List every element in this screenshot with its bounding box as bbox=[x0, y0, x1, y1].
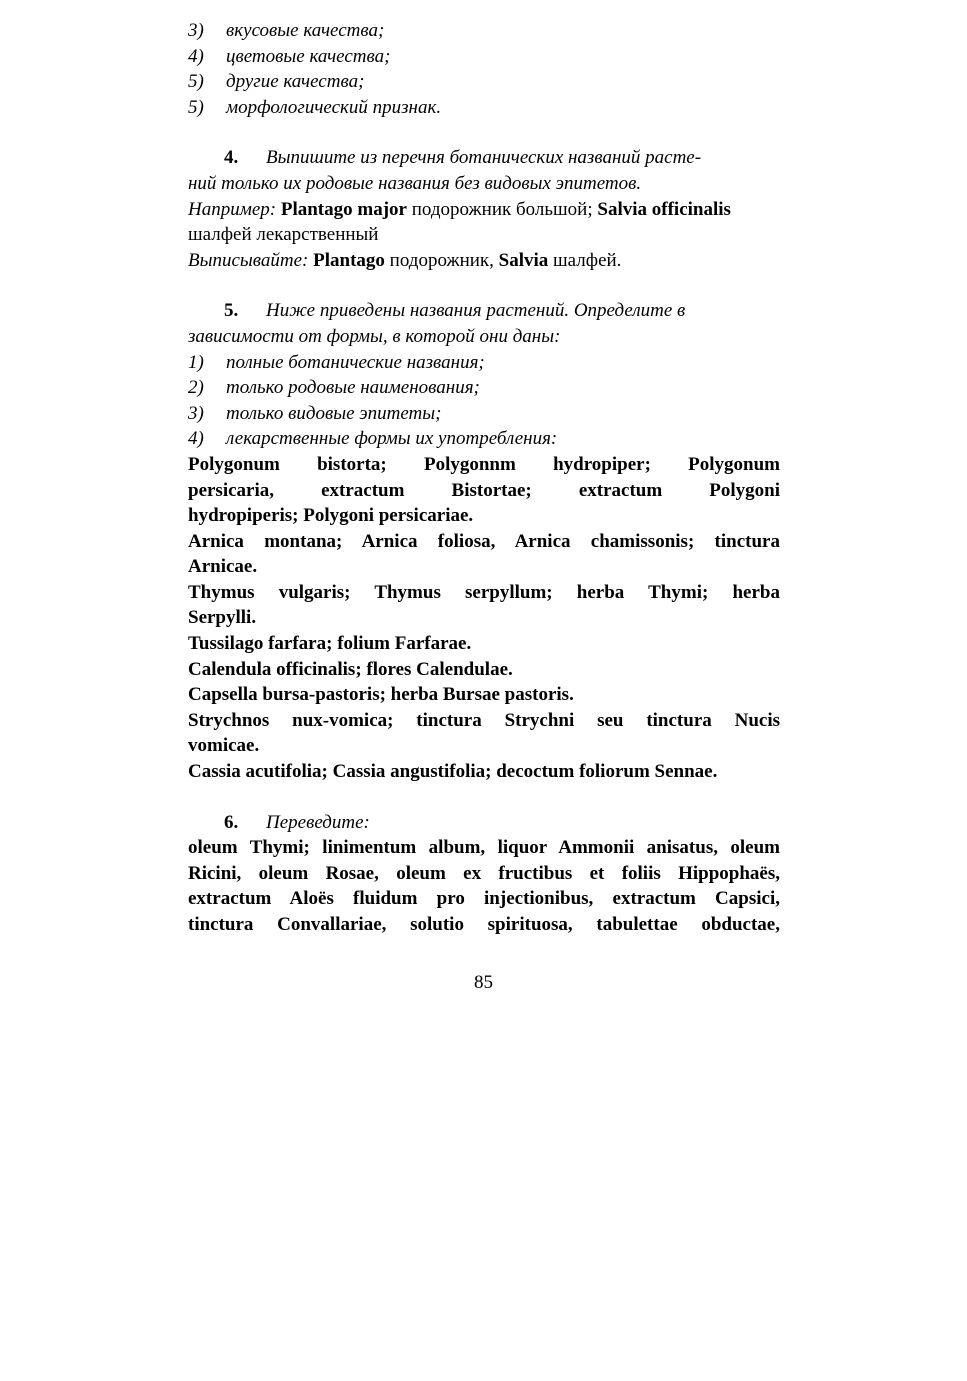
translate-line: tinctura Convallariae, solutio spirituosa, tabulettae obductae, bbox=[188, 914, 780, 935]
plant-names-line: Strychnos nux-vomica; tinctura Strychni seu tinctura Nucis bbox=[188, 709, 780, 731]
page-number: 85 bbox=[474, 972, 493, 993]
list-item: 5) морфологический признак. bbox=[188, 96, 442, 118]
exercise-title: 6. Переведите: bbox=[224, 811, 370, 833]
plant-names-line: Arnica montana; Arnica foliosa, Arnica chamissonis; tinctura bbox=[188, 530, 780, 552]
list-item: 3) только видовые эпитеты; bbox=[188, 402, 442, 424]
translate-line: extractum Aloës fluidum pro injectionibus, extractum Capsici, bbox=[188, 888, 780, 910]
exercise-6 bbox=[188, 810, 780, 938]
exercise-5 bbox=[188, 298, 780, 784]
example-line-cont: шалфей лекарственный bbox=[188, 224, 379, 246]
translate-line: Ricini, oleum Rosae, oleum ex fructibus et foliis Hippophaës, bbox=[188, 862, 780, 884]
exercise-4 bbox=[188, 145, 780, 273]
plant-names-line: persicaria, extractum Bistortae; extractum Polygoni bbox=[188, 479, 780, 501]
list-item: 1) полные ботанические названия; bbox=[188, 351, 485, 373]
write-line: Выписывайте: Plantago подорожник, Salvia шалфей. bbox=[188, 249, 622, 271]
top-list bbox=[188, 18, 780, 120]
plant-names-line: Polygonum bistorta; Polygonnm hydropiper; Polygonum bbox=[188, 453, 780, 475]
plant-names-line: Cassia acutifolia; Cassia angustifolia; decoctum foliorum Sennae. bbox=[188, 761, 718, 783]
example-line: Например: Plantago major подорожник большой; Salvia officinalis bbox=[188, 198, 731, 220]
exercise-title: 5. Ниже приведены названия растений. Определите в bbox=[224, 300, 686, 322]
plant-names-line: Tussilago farfara; folium Farfarae. bbox=[188, 633, 472, 655]
list-item: 3) вкусовые качества; bbox=[188, 20, 385, 41]
page-content bbox=[188, 18, 780, 938]
plant-names-line: Capsella bursa-pastoris; herba Bursae pastoris. bbox=[188, 684, 574, 706]
plant-names-line: Arnicae. bbox=[188, 556, 258, 578]
translate-line: oleum Thymi; linimentum album, liquor Ammonii anisatus, oleum bbox=[188, 837, 780, 859]
list-item: 4) лекарственные формы их употребления: bbox=[188, 428, 558, 450]
plant-names-line: vomicae. bbox=[188, 735, 260, 757]
exercise-title-cont: ний только их родовые названия без видовых эпитетов. bbox=[188, 172, 642, 194]
plant-names-line: hydropiperis; Polygoni persicariae. bbox=[188, 505, 474, 527]
plant-names-line: Thymus vulgaris; Thymus serpyllum; herba Thymi; herba bbox=[188, 581, 780, 603]
list-item: 2) только родовые наименования; bbox=[188, 377, 480, 399]
list-item: 4) цветовые качества; bbox=[188, 45, 391, 67]
plant-names-line: Calendula officinalis; flores Calendulae. bbox=[188, 658, 513, 680]
list-item: 5) другие качества; bbox=[188, 71, 365, 93]
exercise-title: 4. Выпишите из перечня ботанических названий расте- bbox=[224, 147, 702, 169]
exercise-title-cont: зависимости от формы, в которой они даны: bbox=[188, 325, 561, 347]
plant-names-line: Serpylli. bbox=[188, 607, 257, 629]
